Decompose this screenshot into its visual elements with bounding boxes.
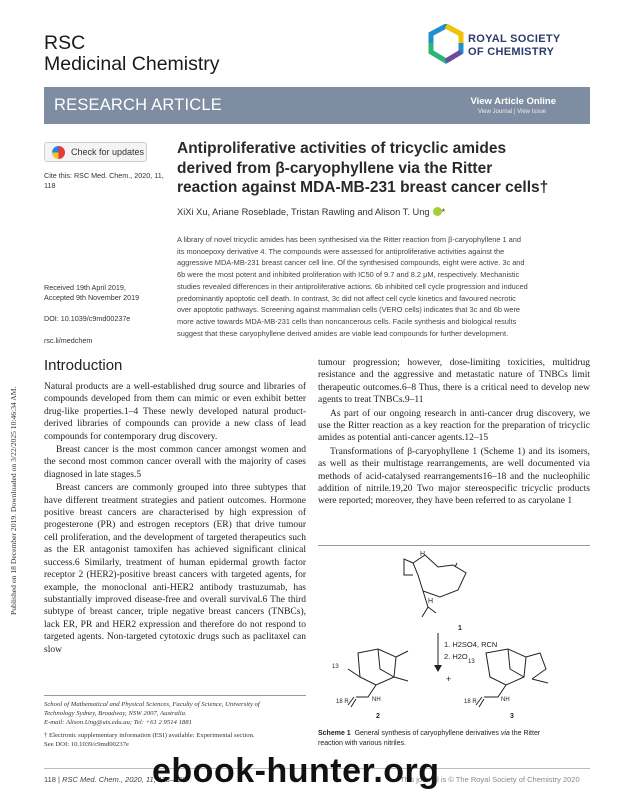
paragraph: tumour progression; however, dose-limiting toxicities, multidrug resistance and the aggressive and metastatic nature of TNBCs limit therapeutic outcomes.6–8 Thus, there is a critical need to develop new agents to treat TNBCs.9–11 [318, 358, 590, 406]
author-list [177, 207, 445, 217]
footer-journal-citation: RSC Med. Chem., 2020, 11, 118–129 [62, 775, 187, 784]
abstract-line: over apoptotic pathways. Screening against mammalian cells (VERO cells) indicates that 3c and 6b were [177, 305, 521, 315]
plus-sign: + [446, 674, 452, 684]
download-stamp-text: Published on 18 December 2019. Downloaded on 3/22/2025 10:46:34 AM. [9, 386, 18, 615]
stereo-h-label-top: H [420, 551, 426, 558]
abstract-line: predominantly apoptotic cell death. In contrast, 3c did not affect cell cycle kinetics and favoured necrotic [177, 293, 516, 303]
contact-email[interactable]: E-mail: Alison.Ung@uts.edu.au; Tel: +61 2 9514 1881 [44, 719, 192, 726]
received-info [44, 283, 139, 303]
rsc-logo-line2: OF CHEMISTRY [468, 46, 555, 58]
crossmark-icon [52, 146, 65, 159]
abstract [177, 234, 589, 339]
rsc-logo[interactable] [428, 24, 588, 68]
paragraph: Breast cancers are commonly grouped into three subtypes that have different treatment strategies and patient outcomes. Hormone positive breast cancers are characterised by high expression of progesterone (PR) and estrogen receptors (ER) that drive tumour cell proliferation, and the development of targeted therapeutics such as the ER antagonist tamoxifen has achieved significant clinical success.6 Similarly, treatment of human epidermal growth factor receptor 2 (HER2)-positive breast cancers with targeted agents, for example, the monoclonal anti-HER2 antibody trastuzumab, has substantially improved disease-free and overall survival.6 The third subtype of breast cancer, triple negative breast cancers (TNBCs), lack ER, PR and HER2 expression and therefore do not respond to targeted agents. Non-targeted cytotoxic drugs such as paclitaxel can slow [44, 483, 306, 655]
watermark-text: ebook-hunter.org [152, 752, 440, 790]
affiliation-line1: School of Mathematical and Physical Sciences, Faculty of Science, University of [44, 701, 260, 708]
orcid-icon[interactable] [433, 207, 442, 216]
product-3-structure [476, 649, 548, 707]
article-title [177, 139, 577, 198]
check-for-updates-label: Check for updates [71, 147, 145, 157]
abstract-line: its monoepoxy derivative 4. The compounds were assessed for antiproliferative activities against the [177, 246, 505, 256]
article-title-line2: derived from β-caryophyllene via the Ritter [177, 159, 493, 177]
stereo-h-label-mid: H [428, 598, 434, 605]
paragraph: Transformations of β-caryophyllene 1 (Scheme 1) and its isomers, as well as their multistage rearrangements, are well documented via methods of acid-catalysed rearrangements16–18 and the nucleophilic addition of nitrile.19,20 Two major stereospecific tricyclic products were reported; moreover, they have been referred to as caryolane 1 [318, 446, 590, 507]
journal-url-link[interactable]: rsc.li/medchem [44, 336, 93, 345]
journal-title-line1: RSC [44, 32, 86, 54]
left-text-column [44, 381, 306, 656]
scheme-caption-text-end: the Ritter [509, 730, 541, 737]
rsc-hexagon-icon [428, 24, 464, 64]
abstract-line: A library of novel tricyclic amides has been synthesised via the Ritter reaction from β-caryophyllene 1 and [177, 235, 521, 244]
article-type-label: RESEARCH ARTICLE [54, 96, 222, 114]
scheme-caption-line2: reaction with various nitriles. [318, 739, 406, 747]
esi-line1: † Electronic supplementary information (ESI) available: Experimental section. [44, 732, 255, 739]
journal-title [44, 33, 220, 75]
article-title-line3: reaction against MDA-MB-231 breast cancer cells† [177, 179, 549, 196]
page-footer: 118 | RSC Med. Chem., 2020, 11, 118–129 [44, 775, 187, 784]
rsc-logo-line1: ROYAL SOCIETY [468, 33, 561, 45]
reaction-step-1: 1. H2SO4, RCN [444, 640, 498, 649]
svg-text:NH: NH [501, 697, 510, 703]
copyright-footer: This journal is © The Royal Society of Chemistry 2020 [400, 775, 580, 784]
view-article-online-link[interactable]: View Article Online [470, 96, 556, 107]
scheme-1-figure [318, 545, 590, 723]
view-journal-issue-links[interactable]: View Journal | View Issue [477, 109, 546, 115]
article-title-line1: Antiproliferative activities of tricyclic amides [177, 140, 507, 157]
author-names: XiXi Xu, Ariane Roseblade, Tristan Rawling and Alison T. Ung [177, 207, 430, 217]
abstract-line: aggressive MDA-MB-231 breast cancer cell line. Of the synthesised compounds, eight were active. 3c and [177, 258, 525, 268]
compound-1-label: 1 [458, 625, 462, 632]
citation-info [44, 171, 164, 191]
corresponding-author-mark: * [441, 207, 446, 217]
scheme-caption-text: General synthesis of caryophyllene derivatives [354, 730, 501, 737]
scheme-caption-label: Scheme 1 [318, 730, 351, 737]
paragraph: Natural products are a well-established drug source and libraries of compounds developed from them can mimic or even exhibit better drug-like properties.1–4 These newly developed natural product-derived libraries of compounds can provide a new class of lead compounds for contemporary drug discovery. [44, 382, 306, 442]
svg-text:NH: NH [372, 697, 381, 703]
svg-text:18 R: 18 R [464, 699, 477, 705]
abstract-line: studies revealed differences in their antiproliferative actions. 6b inhibited cell cycle progression and induced [177, 281, 528, 291]
paragraph: Breast cancer is the most common cancer amongst women and the second most common cancer overall with the majority of cases diagnosed in late stages.5 [44, 445, 306, 480]
svg-text:13: 13 [468, 659, 475, 665]
paragraph: As part of our ongoing research in anti-cancer drug discovery, we use the Ritter reaction as a key reaction for the preparation of tricyclic amides as potential anti-cancer agents.12–15 [318, 408, 590, 444]
abstract-line: more active towards MDA-MB-231 cells than noncancerous cells. Facile synthesis and biological results [177, 316, 517, 326]
citation-line2: 118 [44, 181, 56, 190]
citation-line1: Cite this: RSC Med. Chem., 2020, 11, [44, 171, 164, 180]
doi-link[interactable]: DOI: 10.1039/c9md00237e [44, 314, 131, 323]
footnote-divider [44, 695, 306, 696]
affiliation-line2: Technology Sydney, Broadway, NSW 2007, Australia. [44, 710, 187, 717]
check-for-updates-button[interactable] [44, 142, 147, 162]
right-text-column [318, 357, 590, 508]
compound-3-label: 3 [510, 713, 514, 720]
abstract-line: 6b were the most potent and inhibited proliferation with IC50 of 9.7 and 8.2 μM, respectively. Mechanistic [177, 270, 520, 280]
affiliation-footnote [44, 700, 306, 727]
svg-text:13: 13 [332, 664, 339, 670]
received-line1: Received 19th April 2019, [44, 283, 126, 292]
journal-title-line2: Medicinal Chemistry [44, 53, 220, 75]
introduction-heading: Introduction [44, 357, 123, 374]
scheme-caption [318, 729, 590, 748]
abstract-line: suggest that these caryophyllene derived amides are viable lead compounds for further development. [177, 328, 509, 338]
received-line2: Accepted 9th November 2019 [44, 293, 140, 302]
reaction-step-2: 2. H2O [444, 652, 468, 661]
caryophyllene-structure [404, 555, 466, 617]
scheme-caption-italic: via [500, 730, 510, 737]
page-number: 118 [44, 775, 56, 784]
compound-2-label: 2 [376, 713, 380, 720]
reaction-arrow-head [434, 665, 442, 672]
esi-line2[interactable]: See DOI: 10.1039/c9md00237e [44, 741, 129, 748]
esi-footnote [44, 731, 306, 749]
download-stamp [3, 215, 18, 615]
svg-text:18 R: 18 R [336, 699, 349, 705]
article-type-banner [44, 87, 590, 124]
